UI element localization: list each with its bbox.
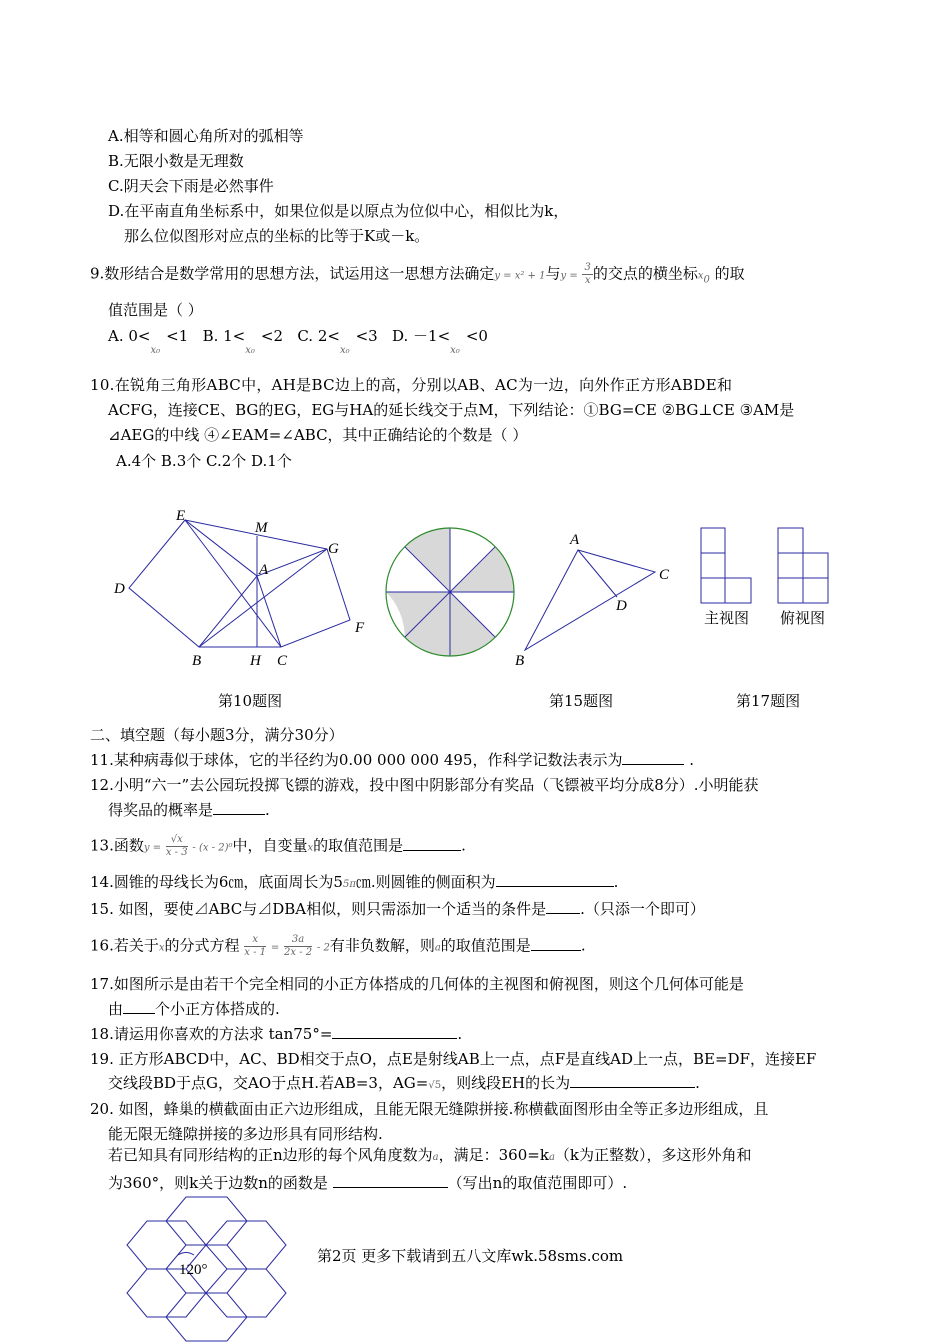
- q16-den2: 2x - 2: [284, 947, 313, 958]
- q9-opt-c: C. 2<: [297, 327, 340, 345]
- q9-frac-den: x: [584, 275, 591, 286]
- q9-opt-b: B. 1<: [202, 327, 246, 345]
- angle-120-label: 120°: [179, 1262, 208, 1278]
- caption-fig15: 第15题图: [549, 692, 614, 710]
- q13-text: 13.函数: [90, 836, 144, 855]
- section2-heading: 二、填空题（每小题3分，满分30分）: [90, 726, 344, 744]
- q20-alpha: a: [432, 1152, 439, 1163]
- label-E: E: [176, 508, 186, 524]
- q16-end: .: [580, 936, 586, 955]
- q19-text: 交线段BD于点G，交AO于点H.若AB=3，AG=: [108, 1074, 429, 1092]
- q13-mid: - (x - 2)⁰: [192, 842, 233, 854]
- q12-line1: 12.小明“六一”去公园玩投掷飞镖的游戏，投中图中阴影部分有奖品（飞镖被平均分成8分）.小明能获: [90, 776, 759, 794]
- q14-post: ㎝.则圆锥的侧面积为: [355, 873, 496, 891]
- label-B: B: [192, 653, 202, 669]
- q9-post: 的交点的横坐标: [592, 264, 698, 283]
- q11-end: .: [684, 751, 694, 769]
- q9-line2: 值范围是（ ）: [108, 301, 203, 319]
- q9-x0-b: x₀: [245, 345, 255, 356]
- q13-post2: 的取值范围是: [313, 836, 404, 855]
- q17-post: 个小正方体搭成的.: [155, 1000, 280, 1018]
- q10-line2: ACFG，连接CE、BG的EG，EG与HA的延长线交于点M，下列结论：①BG=CE ②BG⊥CE ③AM是: [108, 401, 795, 419]
- label-15-B: B: [515, 653, 525, 669]
- label-A: A: [259, 562, 269, 578]
- q8-option-a: A.相等和圆心角所对的弧相等: [108, 127, 304, 145]
- q19-sqrt: √5: [428, 1080, 442, 1091]
- q16-num2: 3a: [284, 934, 312, 947]
- q13-num: √x: [166, 834, 188, 847]
- label-15-D: D: [616, 598, 627, 614]
- q9-opt-c-end: <3: [355, 327, 378, 345]
- label-M: M: [255, 520, 268, 536]
- page-footer: 第2页 更多下载请到五八文库wk.58sms.com: [317, 1247, 624, 1265]
- q13-y: y =: [143, 842, 162, 854]
- q14-text: 14.圆锥的母线长为6㎝，底面周长为5: [90, 873, 343, 891]
- q9-mid: 与: [545, 264, 561, 283]
- q9-text: 9.数形结合是数学常用的思想方法，试运用这一思想方法确定: [90, 264, 495, 283]
- q12-text: 得奖品的概率是: [108, 801, 214, 819]
- q9-x0-sub: 0: [703, 274, 710, 286]
- q16-a: a: [434, 942, 441, 954]
- q10-line3: ⊿AEG的中线 ④∠EAM=∠ABC，其中正确结论的个数是（ ）: [108, 426, 528, 444]
- label-15-C: C: [659, 567, 670, 583]
- q9-formula2-left: y =: [560, 270, 578, 282]
- q13-den: x - 3: [165, 847, 188, 858]
- q20-mid: ，满足：360=k: [438, 1146, 549, 1164]
- label-C: C: [277, 653, 288, 669]
- q16-post2: 的取值范围是: [440, 936, 531, 955]
- q8-option-d-line2: 那么位似图形对应点的坐标的比等于K或－k。: [124, 227, 430, 245]
- q16-x: x: [158, 942, 165, 954]
- q9-opt-d: D. －1<: [392, 327, 451, 345]
- q9-opt-a-end: <1: [166, 327, 189, 345]
- q15-text: 15. 如图，要使⊿ABC与⊿DBA相似，则只需添加一个适当的条件是: [90, 900, 547, 918]
- label-15-A: A: [570, 532, 580, 548]
- q18-text: 18.请运用你喜欢的方法求 tan75°=: [90, 1025, 333, 1043]
- label-H: H: [250, 653, 261, 669]
- q13-end: .: [461, 836, 466, 855]
- q16-minus2: - 2: [316, 942, 330, 954]
- q9-opt-b-end: <2: [260, 327, 284, 345]
- front-view-label: 主视图: [704, 609, 750, 627]
- q17-line1: 17.如图所示是由若干个完全相同的小正方体搭成的几何体的主视图和俯视图，则这个几何体可能是: [90, 975, 744, 993]
- q10-options: A.4个 B.3个 C.2个 D.1个: [116, 452, 292, 470]
- q9-x0-a: x₀: [150, 345, 161, 356]
- caption-fig10: 第10题图: [218, 692, 283, 710]
- q13-x: x: [307, 842, 314, 854]
- q16-post: 有非负数解，则: [329, 936, 435, 955]
- q8-option-b: B.无限小数是无理数: [108, 152, 244, 170]
- q8-option-d-line1: D.在平南直角坐标系中，如果位似是以原点为位似中心，相似比为k，: [108, 202, 569, 220]
- q9-x0: x: [697, 270, 704, 282]
- q9-opt-a: A. 0<: [108, 327, 151, 345]
- q19-line1: 19. 正方形ABCD中，AC、BD相交于点O，点E是射线AB上一点，点F是直线AD上一点，BE=DF，连接EF: [90, 1050, 817, 1068]
- q16-den1: x - 1: [244, 947, 267, 958]
- caption-fig17: 第17题图: [736, 692, 801, 710]
- q14-end: .: [613, 873, 619, 891]
- label-G: G: [328, 541, 339, 557]
- q19-end: .: [695, 1074, 700, 1092]
- q9-x0-d: x₀: [450, 345, 460, 356]
- q9-opt-d-end: <0: [465, 327, 488, 345]
- q12-end: .: [265, 801, 270, 819]
- q17-pre: 由: [108, 1000, 124, 1018]
- q14-pi: 5π: [342, 879, 356, 890]
- q9-formula1: y = x² + 1: [494, 270, 546, 282]
- q20-post: （k为正整数），多这形外角和: [554, 1146, 752, 1164]
- q16-eq: =: [270, 942, 280, 954]
- label-F: F: [355, 620, 365, 636]
- q20-alpha-2: a: [548, 1152, 555, 1163]
- q11-text: 11.某种病毒似于球体，它的半径约为0.00 000 000 495，作科学记数法表示为: [90, 751, 623, 769]
- label-D: D: [114, 581, 125, 597]
- q16-text: 16.若关于: [90, 936, 159, 955]
- q19-post: ，则线段EH的长为: [441, 1074, 571, 1092]
- q10-line1: 10.在锐角三角形ABC中，AH是BC边上的高，分别以AB、AC为一边，向外作正方形ABDE和: [90, 376, 733, 394]
- q20-line1: 20. 如图，蜂巢的横截面由正六边形组成，且能无限无缝隙拼接.称横截面图形由全等正多边形组成，且: [90, 1100, 769, 1118]
- top-view-label: 俯视图: [780, 609, 826, 627]
- q9-tail: 的取: [714, 264, 745, 283]
- q20-l4-pre: 为360°，则k关于边数n的函数是: [108, 1174, 328, 1192]
- q20-l4-post: （写出n的取值范围即可）.: [447, 1174, 628, 1192]
- q8-option-c: C.阴天会下雨是必然事件: [108, 177, 274, 195]
- q20-line2: 能无限无缝隙拼接的多边形具有同形结构.: [108, 1125, 383, 1143]
- q20-text: 若已知具有同形结构的正n边形的每个风角度数为: [108, 1146, 433, 1164]
- q18-end: .: [457, 1025, 463, 1043]
- q16-num1: x: [244, 934, 266, 947]
- q9-frac-num: 3: [584, 262, 591, 273]
- q15-end: .（只添一个即可）: [580, 900, 705, 918]
- q16-mid: 的分式方程: [164, 936, 240, 955]
- q13-post: 中，自变量: [232, 836, 308, 855]
- q9-x0-c: x₀: [339, 345, 350, 356]
